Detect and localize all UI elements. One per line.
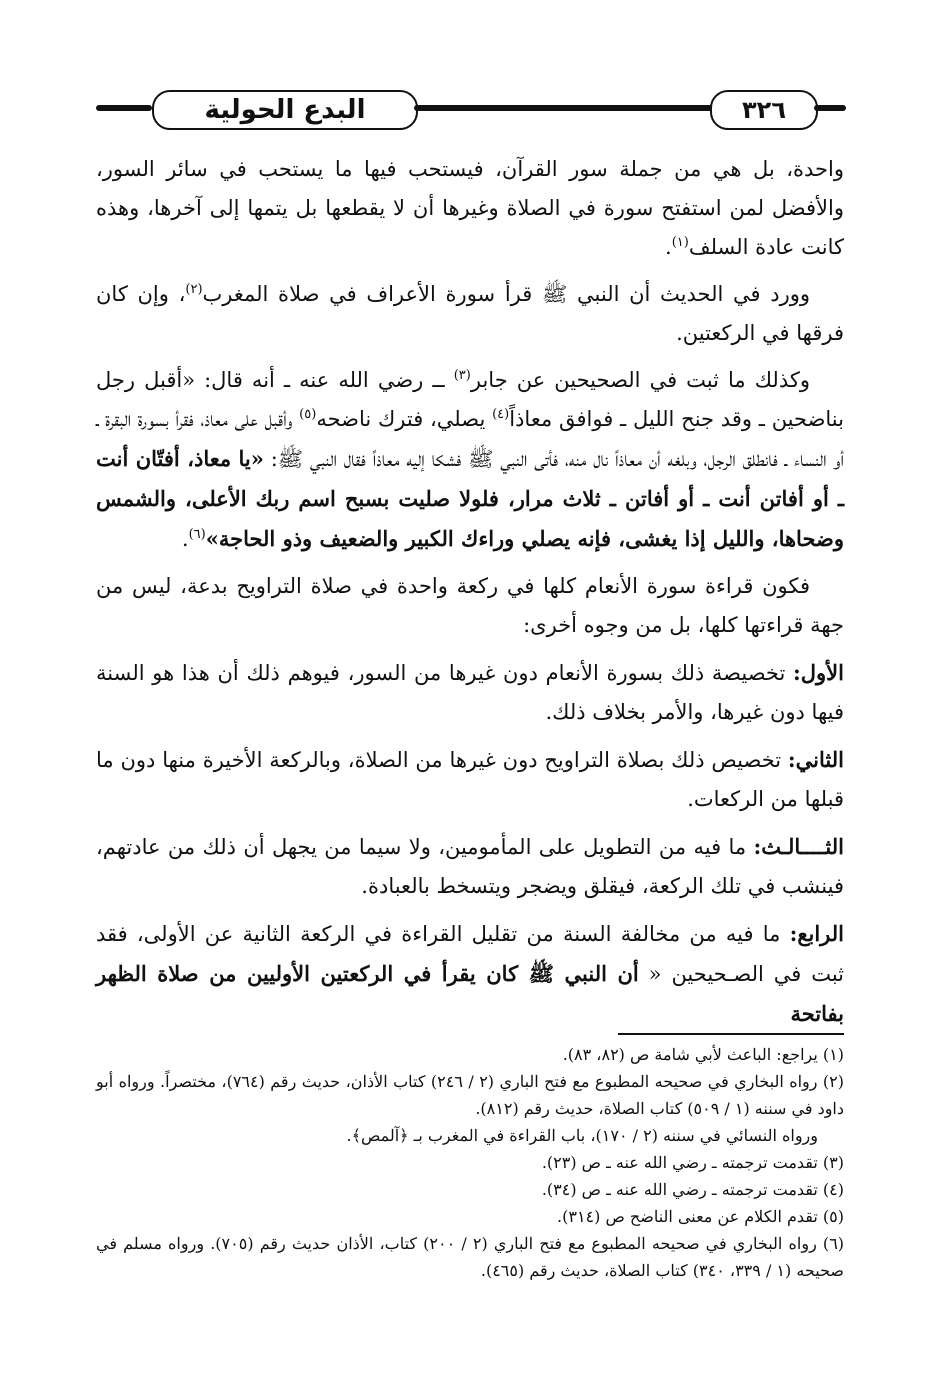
point-third: [96, 827, 844, 906]
point-third-label: الثــــالـث:: [753, 834, 844, 859]
paragraph-3-text-d: وأقبل على معاذ، فقرأ بسورة البقرة ـ أو النساء ـ فانطلق الرجل، وبلغه أن معاذاً نال منه، فأتى النبي ﷺ فشكا إليه معاذاً فقال النبي ﷺ:: [96, 407, 844, 471]
running-header: [96, 84, 846, 132]
footnote-separator: [618, 1033, 844, 1035]
page-number: ٣٢٦: [742, 96, 786, 124]
footnote-ref-1[interactable]: (١): [671, 235, 689, 250]
paragraph-3: [96, 361, 844, 559]
footnote-ref-4[interactable]: (٤): [492, 407, 510, 422]
point-second-label: الثاني:: [787, 747, 844, 772]
point-third-text: ما فيه من التطويل على المأمومين، ولا سيما من يجهل أن ذلك من عادتهم، فينشب في تلك الركعة، فيقلق ويضجر ويتسخط بالعبادة.: [96, 835, 844, 898]
header-rule-left: [96, 105, 152, 111]
footnotes: [96, 1041, 844, 1284]
point-fourth-label: الرابع:: [789, 921, 844, 946]
paragraph-3-text-a: وكذلك ما ثبت في الصحيحين عن جابر: [470, 368, 810, 392]
footnote-ref-3[interactable]: (٣): [453, 368, 471, 383]
paragraph-4: [96, 567, 844, 645]
point-second: [96, 740, 844, 819]
footnote-2-continued: ورواه النسائي في سننه (٢ / ١٧٠)، باب القراءة في المغرب بـ ﴿آلمص﴾.: [346, 1126, 818, 1145]
paragraph-4-text: فكون قراءة سورة الأنعام كلها في ركعة واحدة في صلاة التراويح بدعة، ليس من جهة قراءتها كلها، بل من وجوه أخرى:: [96, 574, 844, 637]
point-fourth-hadith: أن النبي ﷺ كان يقرأ في الركعتين الأوليين من صلاة الظهر بفاتحة: [96, 961, 844, 1026]
paragraph-3-end: .: [181, 527, 189, 551]
footnote-5: (٥) تقدم الكلام عن معنى الناضح ص (٣١٤).: [557, 1207, 844, 1226]
footnote-3: (٣) تقدمت ترجمته ـ رضي الله عنه ـ ص (٢٣).: [541, 1153, 844, 1172]
paragraph-3-text-b: ــ رضي الله عنه ـ أنه قال: «أقبل رجل بناضحين ـ وقد جنح الليل ـ فوافق معاذاً: [96, 368, 844, 431]
footnote-1: (١) يراجع: الباعث لأبي شامة ص (٨٢، ٨٣).: [562, 1045, 844, 1064]
point-first: [96, 653, 844, 732]
point-second-text: تخصيص ذلك بصلاة التراويح دون غيرها من الصلاة، وبالركعة الأخيرة منها دون ما قبلها من الركعات.: [96, 748, 844, 811]
hadith-quote: «يا معاذ، أفتّان أنت ـ أو أفاتن أنت ـ أو أفاتن ـ ثلاث مرار، فلولا صليت بسبح اسم ربك الأعلى، والشمس وضحاها، والليل إذا يغشى، فإنه يصلي وراءك الكبير والضعيف وذو الحاجة»: [96, 446, 844, 551]
footnote-2: (٢) رواه البخاري في صحيحه المطبوع مع فتح الباري (٢ / ٢٤٦) كتاب الأذان، حديث رقم (٧٦٤)، مختصراً. ورواه أبو داود في سننه (١ / ٥٠٩) كتاب الصلاة، حديث رقم (٨١٢).: [96, 1072, 844, 1118]
paragraph-1-text: واحدة، بل هي من جملة سور القرآن، فيستحب فيها ما يستحب في سائر السور، والأفضل لمن استفتح سورة في الصلاة وغيرها أن لا يقطعها بل يتمها إلى آخرها، وهذه كانت عادة السلف: [96, 157, 844, 259]
point-fourth-text: ما فيه من مخالفة السنة من تقليل القراءة في الركعة الثانية عن الأولى، فقد ثبت في الصـحيحين «: [96, 922, 844, 986]
paragraph-1-end: .: [665, 235, 672, 259]
header-rule-right: [814, 105, 846, 111]
main-text: [96, 150, 844, 1042]
paragraph-1: [96, 150, 844, 267]
book-title: البدع الحولية: [204, 95, 366, 125]
point-first-text: تخصيصة ذلك بسورة الأنعام دون غيرها من السور، فيوهم ذلك أن هذا هو السنة فيها دون غيرها، والأمر بخلاف ذلك.: [96, 661, 844, 724]
point-fourth: [96, 914, 844, 1034]
paragraph-2: [96, 275, 844, 353]
book-title-cartouche: [152, 90, 418, 130]
paragraph-2-end: ، وإن كان فرقها في الركعتين.: [96, 282, 844, 345]
footnote-ref-2[interactable]: (٢): [185, 282, 203, 297]
paragraph-3-text-c: يصلي، فترك ناضحه: [316, 407, 493, 431]
footnote-ref-5[interactable]: (٥): [299, 407, 317, 422]
point-first-label: الأول:: [793, 660, 844, 685]
footnote-6: (٦) رواه البخاري في صحيحه المطبوع مع فتح الباري (٢ / ٢٠٠) كتاب، الأذان حديث رقم (٧٠٥). ورواه مسلم في صحيحه (١ / ٣٣٩، ٣٤٠) كتاب الصلاة، حديث رقم (٤٦٥).: [96, 1234, 845, 1280]
footnote-4: (٤) تقدمت ترجمته ـ رضي الله عنه ـ ص (٣٤).: [541, 1180, 844, 1199]
paragraph-2-text: وورد في الحديث أن النبي ﷺ قرأ سورة الأعراف في صلاة المغرب: [202, 282, 811, 306]
page-number-cartouche: [710, 90, 818, 130]
footnote-ref-6[interactable]: (٦): [188, 527, 206, 542]
